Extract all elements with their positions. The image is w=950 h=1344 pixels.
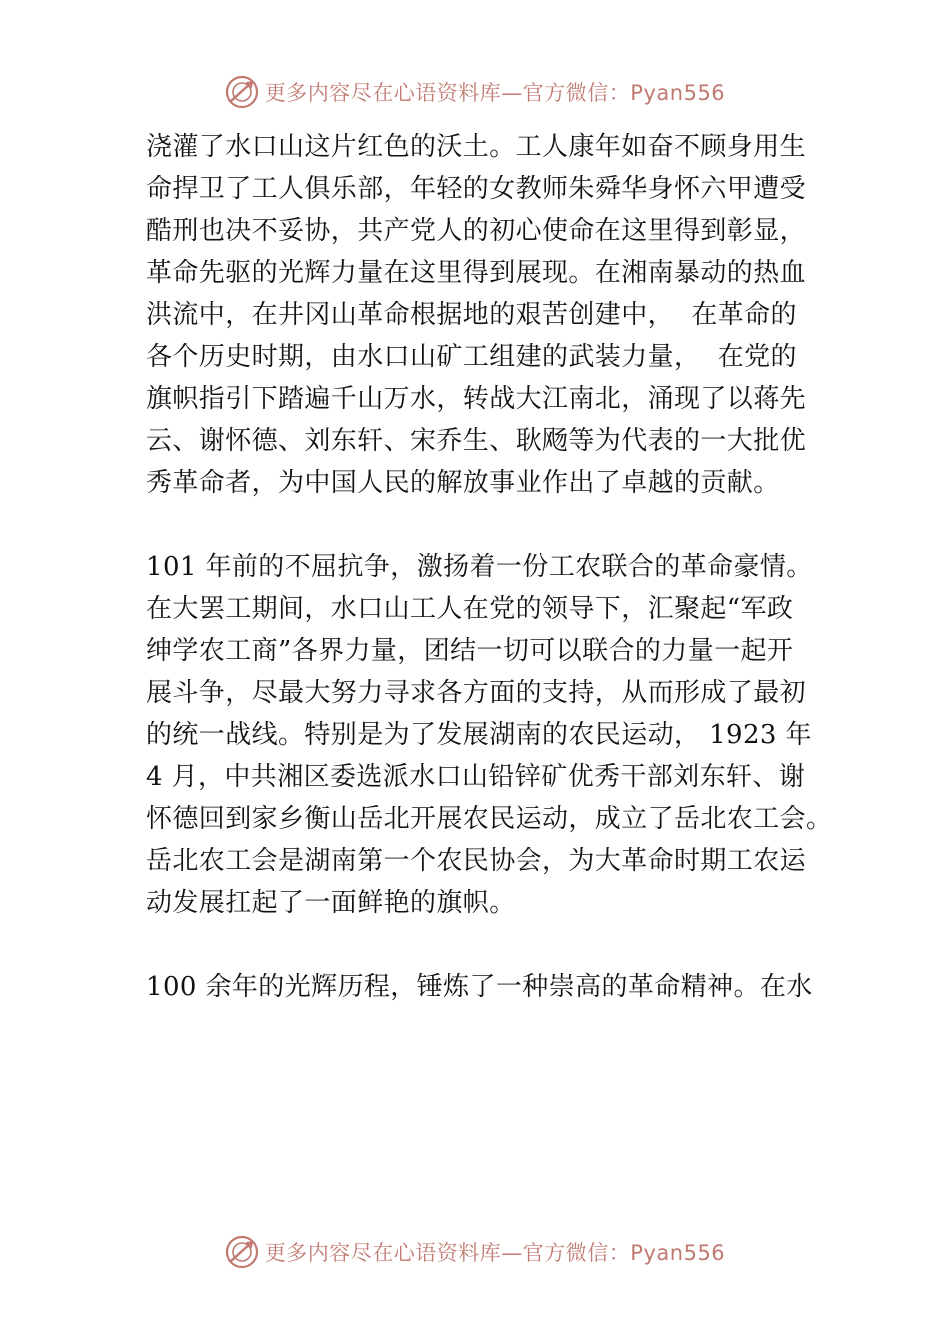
text-line: 怀德回到家乡衡山岳北开展农民运动，成立了岳北农工会。 bbox=[146, 804, 833, 834]
paragraph-1 bbox=[146, 126, 836, 504]
watermark-logo-icon bbox=[225, 75, 259, 109]
watermark-logo-icon bbox=[225, 1235, 259, 1269]
text-line: 4 月，中共湘区委选派水口山铅锌矿优秀干部刘东轩、谢 bbox=[146, 762, 806, 792]
text-line: 秀革命者，为中国人民的解放事业作出了卓越的贡献。 bbox=[146, 468, 780, 498]
text-line: 洪流中，在井冈山革命根据地的艰苦创建中， 在革命的 bbox=[146, 300, 797, 330]
text-line: 岳北农工会是湖南第一个农民协会，为大革命时期工农运 bbox=[146, 846, 807, 876]
text-line: 命捍卫了工人俱乐部，年轻的女教师朱舜华身怀六甲遭受 bbox=[146, 174, 807, 204]
footer-watermark-text: 更多内容尽在心语资料库—官方微信：Pyan556 bbox=[264, 1241, 726, 1265]
text-line: 酷刑也决不妥协，共产党人的初心使命在这里得到彰显， bbox=[146, 216, 807, 246]
document-body bbox=[146, 126, 836, 1008]
text-line: 绅学农工商”各界力量，团结一切可以联合的力量一起开 bbox=[146, 636, 794, 666]
text-line: 展斗争，尽最大努力寻求各方面的支持，从而形成了最初 bbox=[146, 678, 807, 708]
text-line: 革命先驱的光辉力量在这里得到展现。在湘南暴动的热血 bbox=[146, 258, 807, 288]
paragraph-2 bbox=[146, 546, 836, 924]
text-line: 各个历史时期，由水口山矿工组建的武装力量， 在党的 bbox=[146, 342, 797, 372]
text-line: 动发展扛起了一面鲜艳的旗帜。 bbox=[146, 888, 516, 918]
text-line: 的统一战线。特别是为了发展湖南的农民运动， 1923 年 bbox=[146, 720, 812, 750]
header-watermark-text: 更多内容尽在心语资料库—官方微信：Pyan556 bbox=[264, 81, 726, 105]
paragraph-gap bbox=[146, 924, 836, 966]
text-line: 100 余年的光辉历程，锤炼了一种崇高的革命精神。在水 bbox=[146, 972, 813, 1002]
footer-watermark bbox=[0, 1232, 950, 1272]
paragraph-gap bbox=[146, 504, 836, 546]
header-watermark bbox=[0, 72, 950, 112]
text-line: 旗帜指引下踏遍千山万水，转战大江南北，涌现了以蒋先 bbox=[146, 384, 807, 414]
paragraph-3 bbox=[146, 966, 836, 1008]
text-line: 101 年前的不屈抗争，激扬着一份工农联合的革命豪情。 bbox=[146, 552, 813, 582]
text-line: 浇灌了水口山这片红色的沃土。工人康年如奋不顾身用生 bbox=[146, 132, 807, 162]
text-line: 在大罢工期间，水口山工人在党的领导下，汇聚起“军政 bbox=[146, 594, 794, 624]
text-line: 云、谢怀德、刘东轩、宋乔生、耿飏等为代表的一大批优 bbox=[146, 426, 807, 456]
